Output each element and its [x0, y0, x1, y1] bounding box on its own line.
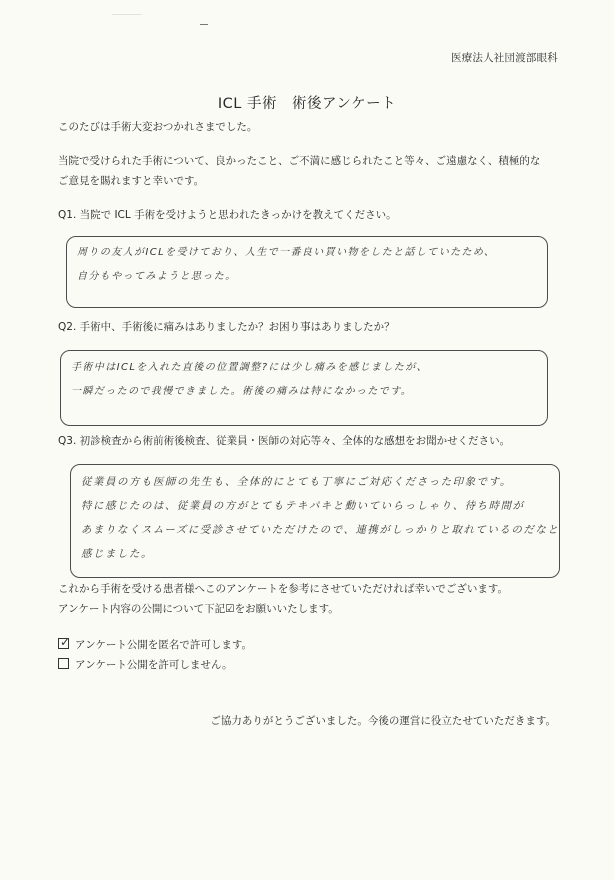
checkbox-unchecked[interactable] — [58, 658, 69, 669]
intro-line: ご意見を賜れますと幸いです。 — [58, 175, 205, 187]
answer-box-3 — [70, 464, 560, 578]
answer-box-1 — [66, 236, 548, 308]
intro-line: 当院で受けられた手術について、良かったこと、ご不満に感じられたこと等々、ご遠慮なく、積極的な — [58, 155, 541, 167]
answer-3-line: 特に感じたのは、従業員の方がとてもテキパキと動いていらっしゃり、待ち時間が — [81, 500, 525, 512]
option-anonymous[interactable] — [58, 636, 252, 655]
closing-line: アンケート内容の公開について下記☑をお願いいたします。 — [58, 603, 339, 615]
question-2: Q2. 手術中、手術後に痛みはありましたか？お困り事はありましたか？ — [58, 321, 395, 333]
checkbox-checked[interactable] — [58, 635, 71, 649]
footer-thanks: ご協力ありがとうございました。今後の運営に役立たせていただきます。 — [210, 715, 556, 727]
answer-3-line: 従業員の方も医師の先生も、全体的にとても丁寧にご対応くださった印象です。 — [81, 476, 512, 488]
question-1: Q1. 当院で ICL 手術を受けようと思われたきっかけを教えてください。 — [58, 209, 397, 221]
page-title: ICL 手術 術後アンケート — [217, 96, 397, 112]
scan-mark — [200, 24, 208, 25]
answer-1-line: 周りの友人がICLを受けており、人生で一番良い買い物をしたと話していたため、 — [77, 247, 496, 258]
answer-2-line: 一瞬だったので我慢できました。術後の痛みは特になかったです。 — [71, 386, 413, 397]
clinic-name: 医療法人社団渡部眼科 — [451, 52, 558, 64]
answer-box-2 — [60, 350, 548, 426]
answer-2-line: 手術中はICLを入れた直後の位置調整?には少し痛みを感じましたが、 — [71, 362, 429, 373]
answer-1-line: 自分もやってみようと思った。 — [77, 271, 237, 282]
check-icon: ✓ — [60, 635, 71, 649]
closing-line: これから手術を受ける患者様へこのアンケートを参考にさせていただければ幸いでございます。 — [58, 583, 509, 595]
intro-line: このたびは手術大変おつかれさまでした。 — [58, 121, 258, 133]
scan-mark — [112, 14, 142, 15]
answer-3-line: あまりなくスムーズに受診させていただけたので、連携がしっかりと取れているのだなと — [81, 524, 560, 536]
option-label: アンケート公開を匿名で許可します。 — [75, 639, 253, 651]
option-label: アンケート公開を許可しません。 — [75, 659, 233, 671]
option-decline[interactable] — [58, 656, 233, 675]
question-3: Q3. 初診検査から術前術後検査、従業員・医師の対応等々、全体的な感想をお聞かせください。 — [58, 435, 511, 447]
answer-3-line: 感じました。 — [81, 548, 153, 560]
